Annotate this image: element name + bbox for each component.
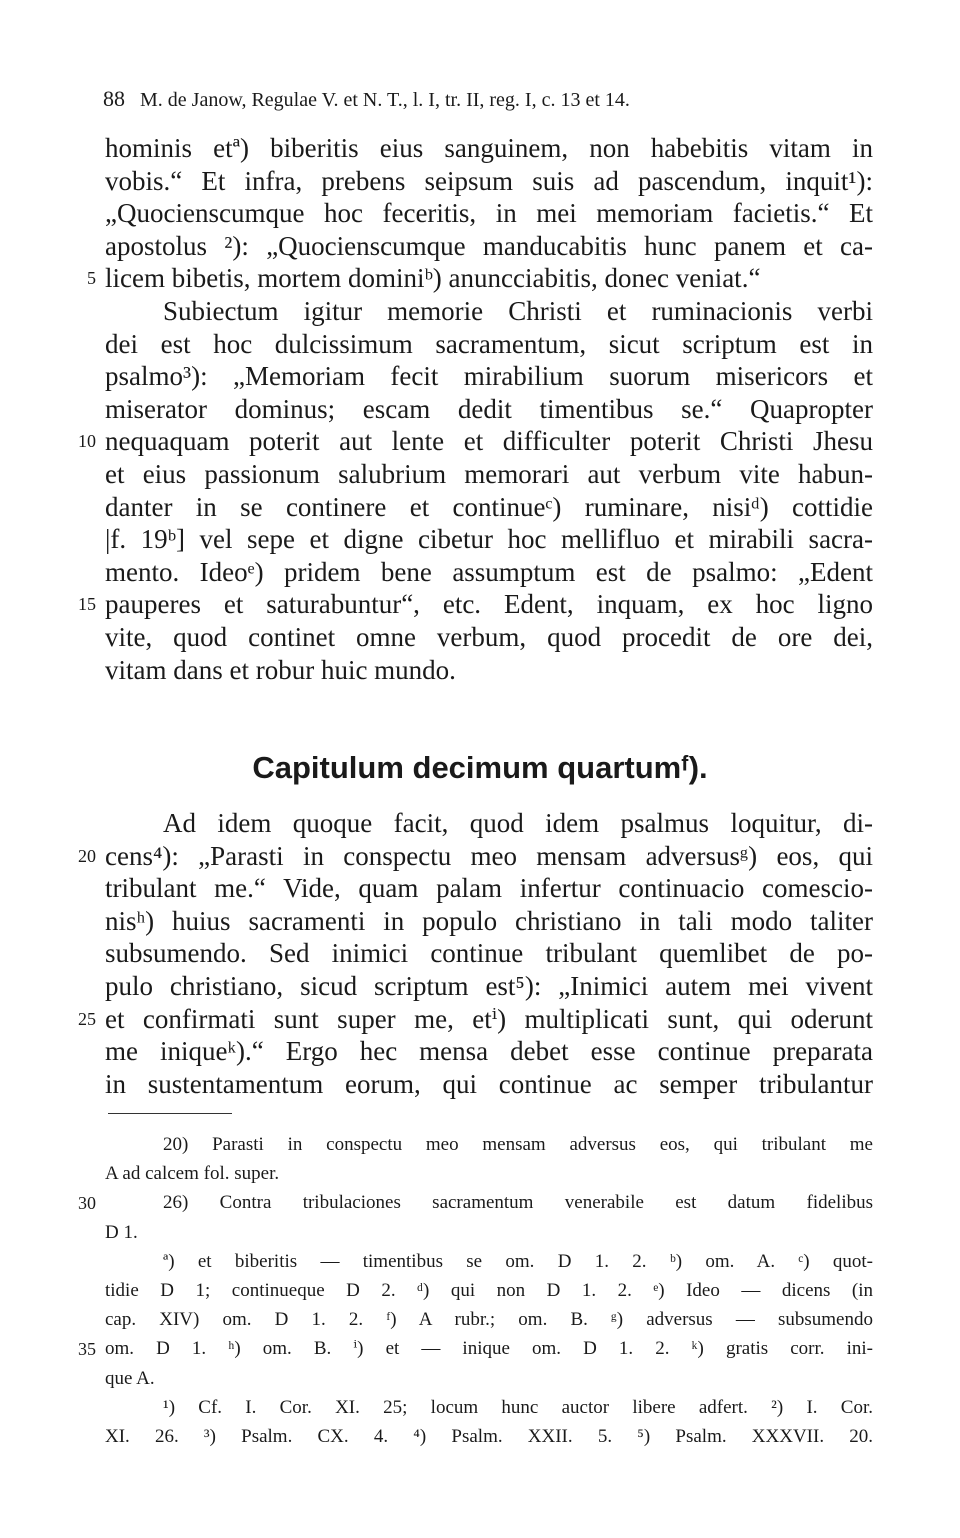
footnote-line: ¹) Cf. I. Cor. XI. 25; locum hunc auctor libere adfert. ²) I. Cor. xyxy=(163,1396,873,1418)
line-number: 5 xyxy=(87,268,96,289)
line-number: 30 xyxy=(78,1193,96,1214)
line-number: 10 xyxy=(78,431,96,452)
footnote-line: D 1. xyxy=(105,1221,138,1243)
text-line: „Quocienscumque hoc feceritis, in mei memoriam facietis.“ Et xyxy=(105,198,873,229)
text-line: Subiectum igitur memorie Christi et ruminacionis verbi xyxy=(163,296,873,326)
text-line: nequaquam poterit aut lente et difficulter poterit Christi Jhesu xyxy=(105,426,873,457)
text-line: psalmo³): „Memoriam fecit mirabilium suorum misericors et xyxy=(105,361,873,392)
text-line: mento. Ideoᵉ) pridem bene assumptum est de psalmo: „Edent xyxy=(105,556,873,587)
text-line: subsumendo. Sed inimici continue tribulant quemlibet de po- xyxy=(105,938,873,969)
footnote-line: 20) Parasti in conspectu meo mensam adversus eos, qui tribulant me xyxy=(163,1134,873,1155)
running-header xyxy=(103,86,863,112)
text-line: pulo christiano, sicud scriptum est⁵): „Inimici autem mei vivent xyxy=(105,971,873,1001)
text-line: vitam dans et robur huic mundo. xyxy=(105,654,456,685)
line-number: 25 xyxy=(78,1008,96,1029)
text-line: in sustentamentum eorum, qui continue ac semper tribulantur xyxy=(105,1068,873,1099)
text-line: miserator dominus; escam dedit timentibus se.“ Quapropter xyxy=(105,393,873,424)
footnote-line: cap. XIV) om. D 1. 2. ᶠ) A rubr.; om. B. ᵍ) adversus — subsumendo xyxy=(105,1309,873,1331)
footnote-line: tidie D 1; continueque D 2. ᵈ) qui non D 1. 2. ᵉ) Ideo — dicens (in xyxy=(105,1280,873,1301)
footnote-line: om. D 1. ʰ) om. B. ⁱ) et — inique om. D 1. 2. ᵏ) gratis corr. ini- xyxy=(105,1338,873,1360)
text-line: dei est hoc dulcissimum sacramentum, sicut scriptum est in xyxy=(105,328,873,359)
footnote-line: ª) et biberitis — timentibus se om. D 1. 2. ᵇ) om. A. ᶜ) quot- xyxy=(163,1250,873,1272)
line-number: 35 xyxy=(78,1339,96,1360)
footnote-line: XI. 26. ³) Psalm. CX. 4. ⁴) Psalm. XXII. 5. ⁵) Psalm. XXXVII. 20. xyxy=(105,1426,873,1447)
text-line: nisʰ) huius sacramenti in populo christiano in tali modo taliter xyxy=(105,905,873,936)
text-line: Ad idem quoque facit, quod idem psalmus loquitur, di- xyxy=(163,808,873,838)
chapter-title: Capitulum decimum quartumᶠ). xyxy=(252,750,708,785)
text-line: me iniqueᵏ).“ Ergo hec mensa debet esse continue preparata xyxy=(105,1036,873,1067)
line-number: 15 xyxy=(78,594,96,615)
text-line: tribulant me.“ Vide, quam palam infertur continuacio comescio- xyxy=(105,873,873,904)
footnote-rule xyxy=(108,1113,232,1114)
text-line: licem bibetis, mortem dominiᵇ) anuncciabitis, donec veniat.“ xyxy=(105,263,761,294)
text-line: et eius passionum salubrium memorari aut verbum vite habun- xyxy=(105,459,873,489)
running-title: M. de Janow, Regulae V. et N. T., l. I, tr. II, reg. I, c. 13 et 14. xyxy=(140,89,630,111)
text-line: vite, quod continet omne verbum, quod procedit de ore dei, xyxy=(105,622,873,652)
page-number: 88 xyxy=(103,86,125,111)
text-line: hominis etª) biberitis eius sanguinem, non habebitis vitam in xyxy=(105,133,873,163)
text-line: pauperes et saturabuntur“, etc. Edent, inquam, ex hoc ligno xyxy=(105,589,873,620)
text-line: vobis.“ Et infra, prebens seipsum suis ad pascendum, inquit¹): xyxy=(105,165,873,196)
line-number: 20 xyxy=(78,845,96,866)
text-line: apostolus ²): „Quocienscumque manducabitis hunc panem et ca- xyxy=(105,230,873,261)
footnote-line: que A. xyxy=(105,1367,155,1389)
text-line: cens⁴): „Parasti in conspectu meo mensam adversusᵍ) eos, qui xyxy=(105,840,873,871)
text-line: |f. 19ᵇ] vel sepe et digne cibetur hoc mellifluo et mirabili sacra- xyxy=(105,524,873,555)
footnote-line: A ad calcem fol. super. xyxy=(105,1163,280,1185)
text-line: danter in se continere et continueᶜ) ruminare, nisiᵈ) cottidie xyxy=(105,491,873,522)
text-line: et confirmati sunt super me, etⁱ) multiplicati sunt, qui oderunt xyxy=(105,1003,873,1034)
footnote-line: 26) Contra tribulaciones sacramentum venerabile est datum fidelibus xyxy=(163,1192,873,1214)
